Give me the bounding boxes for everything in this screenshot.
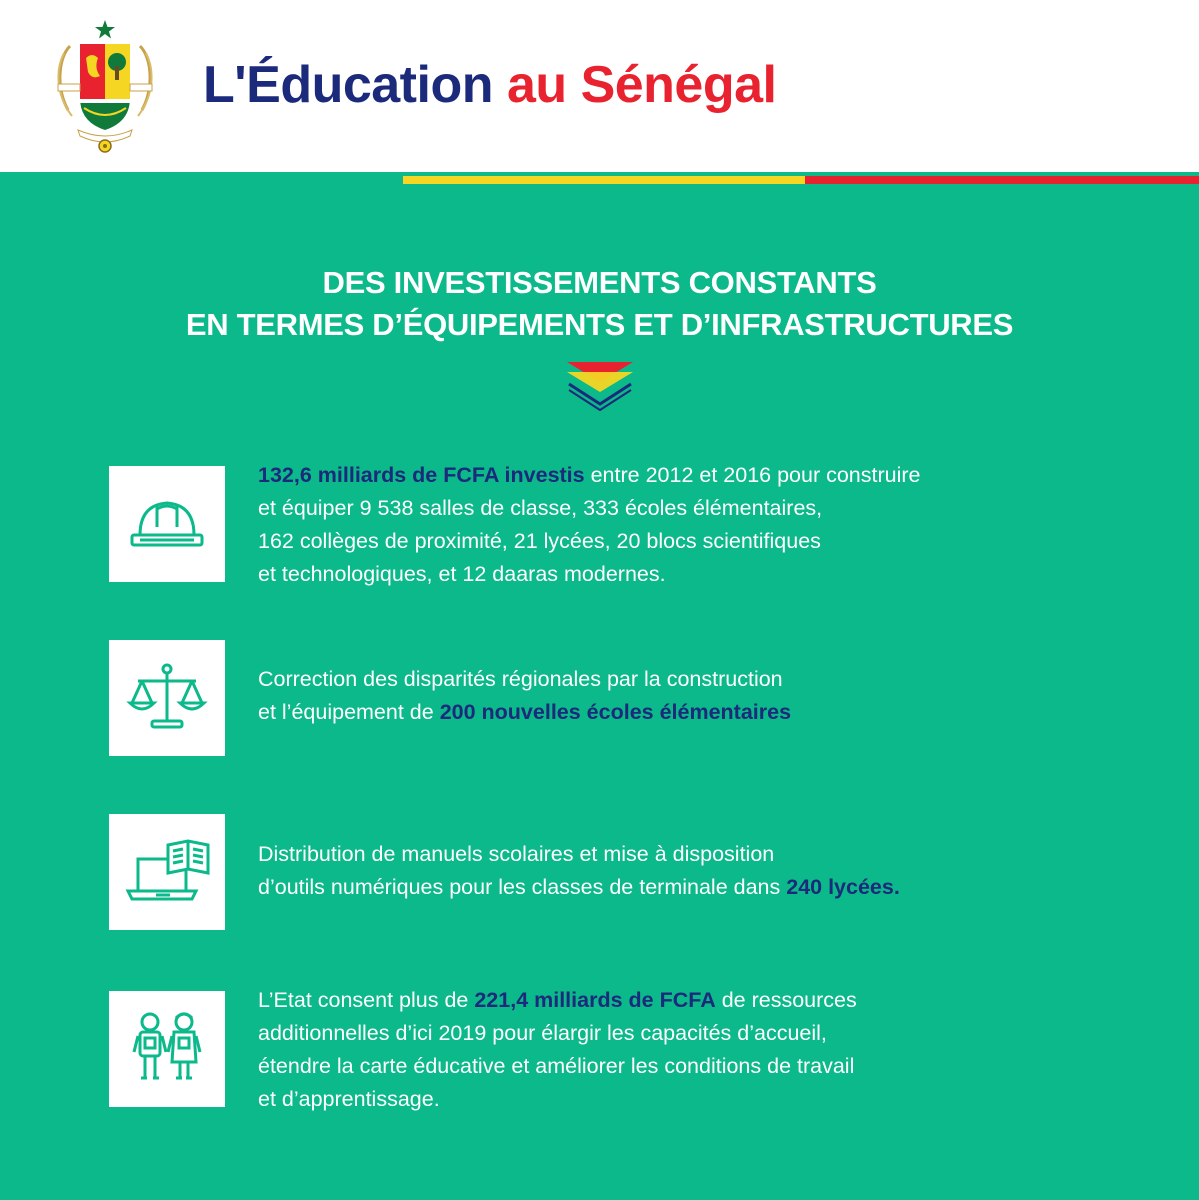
item-1-highlight: 132,6 milliards de FCFA investis [258, 463, 585, 487]
students-icon-box [109, 991, 225, 1107]
header [0, 0, 1199, 172]
hard-hat-icon-box [109, 466, 225, 582]
title-part-senegal: au Sénégal [506, 56, 777, 114]
balance-scale-icon [124, 655, 210, 741]
flag-stripe-yellow [403, 176, 805, 184]
hard-hat-icon [124, 481, 210, 567]
section-heading-line2: EN TERMES D’ÉQUIPEMENTS ET D’INFRASTRUCTURES [185, 307, 1014, 342]
item-1-line2: et équiper 9 538 salles de classe, 333 écoles élémentaires, [258, 496, 823, 520]
item-1-line3: 162 collèges de proximité, 21 lycées, 20 blocs scientifiques [258, 529, 821, 553]
item-4-highlight: 221,4 milliards de FCFA [474, 988, 716, 1012]
item-4-line4: et d’apprentissage. [258, 1087, 440, 1111]
title-part-education: L'Éducation [203, 56, 493, 114]
page-title [203, 55, 777, 115]
laptop-book-icon [124, 829, 210, 915]
item-3-line1: Distribution de manuels scolaires et mise à disposition [258, 842, 775, 866]
item-2-line2: et l’équipement de [258, 700, 440, 724]
item-3-text [258, 838, 1138, 904]
item-4-line3: étendre la carte éducative et améliorer les conditions de travail [258, 1054, 855, 1078]
item-3-line2: d’outils numériques pour les classes de terminale dans [258, 875, 787, 899]
balance-scale-icon-box [109, 640, 225, 756]
item-1-text [258, 459, 1138, 591]
coat-of-arms-emblem [50, 18, 160, 158]
item-4-line1-pre: L’Etat consent plus de [258, 988, 475, 1012]
item-2-line1: Correction des disparités régionales par la construction [258, 667, 783, 691]
item-1-line4: et technologiques, et 12 daaras modernes. [258, 562, 666, 586]
item-4-line1-post: de ressources [715, 988, 857, 1012]
section-heading [0, 262, 1199, 346]
flag-stripe-red [805, 176, 1199, 184]
chevron-down-icon [565, 360, 635, 412]
item-2-highlight: 200 nouvelles écoles élémentaires [439, 700, 792, 724]
item-4-text [258, 984, 1138, 1116]
item-4-line2: additionnelles d’ici 2019 pour élargir les capacités d’accueil, [258, 1021, 827, 1045]
students-icon [124, 1006, 210, 1092]
section-heading-line1: DES INVESTISSEMENTS CONSTANTS [322, 265, 877, 300]
item-2-text [258, 663, 1138, 729]
laptop-book-icon-box [109, 814, 225, 930]
item-1-line1: entre 2012 et 2016 pour construire [584, 463, 921, 487]
item-3-highlight: 240 lycées. [786, 875, 900, 899]
